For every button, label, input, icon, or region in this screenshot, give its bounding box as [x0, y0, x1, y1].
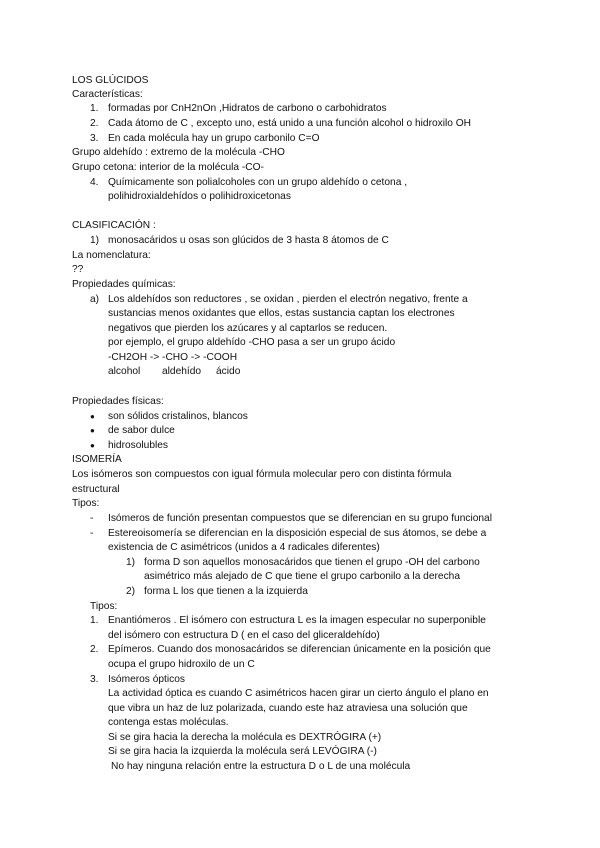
bullet-icon: ● [90, 441, 95, 450]
list-item: Estereoisomería se diferencian en la disposición especial de sus átomos, se debe a [108, 528, 487, 539]
list-number: 3. [90, 674, 99, 685]
list-item: son sólidos cristalinos, blancos [108, 411, 248, 422]
list-item: monosacáridos u osas son glúcidos de 3 hasta 8 átomos de C [108, 235, 389, 246]
paragraph-line: Los aldehídos son reductores , se oxidan , pierden el electrón negativo, frente a [108, 294, 468, 305]
bullet-icon: ● [90, 412, 95, 421]
formula-chain: -CH2OH -> -CHO -> -COOH [108, 352, 238, 363]
paragraph-line: La actividad óptica es cuando C asimétricos hacen girar un cierto ángulo el plano en [108, 688, 489, 699]
sub-list-item: forma D son aquellos monosacáridos que tienen el grupo -OH del carbono [144, 557, 480, 568]
list-item: Cada átomo de C , excepto uno, está unido a una función alcohol o hidroxilo OH [108, 118, 472, 129]
bullet-icon: ● [90, 426, 95, 435]
list-item: Epímeros. Cuando dos monosacáridos se diferencian únicamente en la posición que [108, 644, 491, 655]
tipos-label: Tipos: [90, 601, 118, 612]
list-number: 2. [90, 644, 99, 655]
list-item: Químicamente son polialcoholes con un grupo aldehído o cetona , [108, 177, 408, 188]
paragraph-line: sustancias menos oxidantes que ellos, estas sustancia captan los electrones [108, 308, 455, 319]
list-item: Isómeros de función presentan compuestos que se diferencian en su grupo funcional [108, 513, 492, 524]
fisicas-heading: Propiedades físicas: [72, 396, 164, 407]
tipos-label: Tipos: [72, 498, 100, 509]
formula-label: alcohol [108, 366, 141, 377]
list-letter: a) [90, 294, 100, 305]
nomenclatura-value: ?? [72, 264, 84, 275]
list-item-continuation: existencia de C asimétricos (unidos a 4 radicales diferentes) [108, 542, 380, 553]
list-number: 3. [90, 133, 99, 144]
grupo-cetona: Grupo cetona: interior de la molécula -CO- [72, 162, 264, 173]
list-number: 1. [90, 615, 99, 626]
paragraph-line: Si se gira hacia la izquierda la molécula será LEVÓGIRA (-) [108, 746, 377, 757]
isomeria-definition: Los isómeros son compuestos con igual fórmula molecular pero con distinta fórmula [72, 469, 452, 480]
nomenclatura-label: La nomenclatura: [72, 250, 151, 261]
sub-list-number: 1) [126, 557, 136, 568]
list-item: de sabor dulce [108, 425, 175, 436]
sub-list-number: 2) [126, 586, 136, 597]
grupo-aldehido: Grupo aldehído : extremo de la molécula -CHO [72, 147, 285, 158]
list-item-continuation: ocupa el grupo hidroxilo de un C [108, 659, 255, 670]
formula-label: aldehído [162, 366, 202, 377]
list-item: En cada molécula hay un grupo carbonilo C=O [108, 133, 320, 144]
paragraph-line: que vibra un haz de luz polarizada, cuando este haz atraviesa una solución que [108, 703, 468, 714]
list-number: 2. [90, 118, 99, 129]
dash-marker: - [90, 513, 94, 524]
sub-list-item-continuation: asimétrico más alejado de C que tiene el grupo carbonilo a la derecha [144, 571, 461, 582]
clasificacion-heading: CLASIFICACIÓN : [72, 220, 156, 231]
paragraph-line: por ejemplo, el grupo aldehído -CHO pasa a ser un grupo ácido [108, 337, 396, 348]
list-item: Enantiómeros . El isómero con estructura L es la imagen especular no superponible [108, 615, 486, 626]
sub-list-item: forma L los que tienen a la izquierda [144, 586, 308, 597]
page-title: LOS GLÚCIDOS [72, 75, 149, 86]
list-item: hidrosolubles [108, 440, 169, 451]
caracteristicas-heading: Características: [72, 89, 143, 100]
list-number: 1) [90, 235, 100, 246]
isomeria-definition-cont: estructural [72, 484, 120, 495]
paragraph-line: No hay ninguna relación entre la estructura D o L de una molécula [111, 761, 411, 772]
paragraph-line: contenga estas moléculas. [108, 717, 229, 728]
list-item-continuation: polihidroxialdehídos o polihidroxicetonas [108, 191, 291, 202]
dash-marker: - [90, 528, 94, 539]
list-item-continuation: del isómero con estructura D ( en el caso del gliceraldehído) [108, 630, 380, 641]
list-item: formadas por CnH2nOn ,Hidratos de carbono o carbohidratos [108, 103, 387, 114]
quimicas-heading: Propiedades químicas: [72, 279, 176, 290]
list-item-title: Isómeros ópticos [108, 674, 186, 685]
paragraph-line: negativos que pierden los azúcares y al captarlos se reducen. [108, 323, 388, 334]
isomeria-heading: ISOMERÍA [72, 454, 122, 465]
list-number: 4. [90, 177, 99, 188]
list-number: 1. [90, 103, 99, 114]
formula-label: ácido [216, 366, 241, 377]
paragraph-line: Si se gira hacia la derecha la molécula es DEXTRÓGIRA (+) [108, 732, 382, 743]
